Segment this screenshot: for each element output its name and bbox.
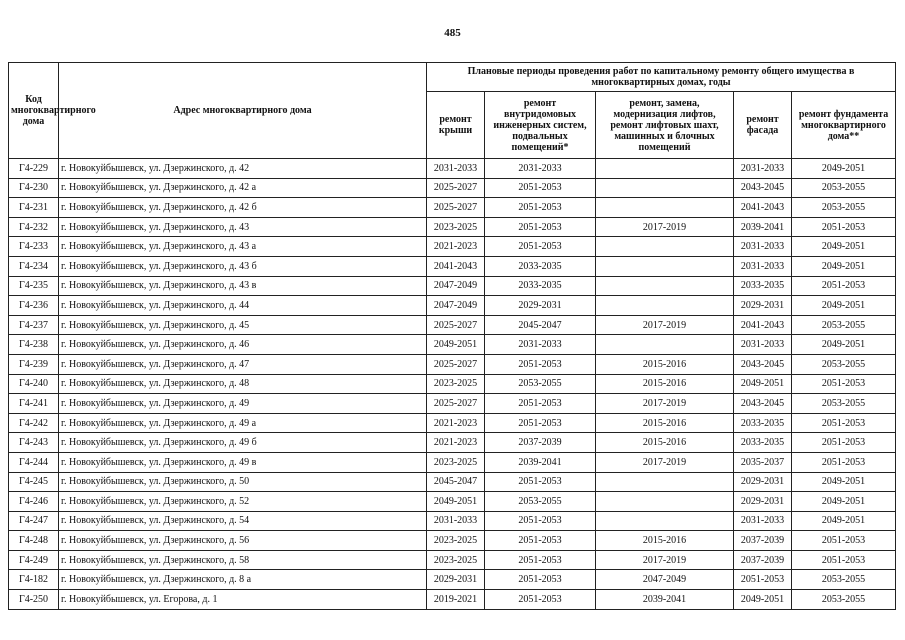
cell-systems: 2051-2053 — [485, 217, 596, 237]
table-row — [9, 374, 896, 394]
cell-elevators — [596, 296, 734, 316]
cell-systems: 2033-2035 — [485, 256, 596, 276]
cell-address: г. Новокуйбышевск, ул. Дзержинского, д. 43 а — [59, 237, 427, 257]
table-row — [9, 433, 896, 453]
cell-elevators — [596, 256, 734, 276]
cell-elevators: 2015-2016 — [596, 531, 734, 551]
cell-systems: 2053-2055 — [485, 492, 596, 512]
cell-address: г. Новокуйбышевск, ул. Дзержинского, д. 46 — [59, 335, 427, 355]
cell-systems: 2033-2035 — [485, 276, 596, 296]
cell-systems: 2051-2053 — [485, 198, 596, 218]
cell-systems: 2051-2053 — [485, 413, 596, 433]
cell-facade: 2049-2051 — [734, 590, 792, 610]
cell-elevators: 2047-2049 — [596, 570, 734, 590]
cell-code: Г4-236 — [9, 296, 59, 316]
cell-facade: 2037-2039 — [734, 550, 792, 570]
table-row — [9, 394, 896, 414]
table-row — [9, 198, 896, 218]
table-row — [9, 511, 896, 531]
cell-systems: 2053-2055 — [485, 374, 596, 394]
cell-code: Г4-250 — [9, 590, 59, 610]
cell-address: г. Новокуйбышевск, ул. Дзержинского, д. 42 б — [59, 198, 427, 218]
table-row — [9, 354, 896, 374]
cell-elevators — [596, 472, 734, 492]
cell-roof: 2045-2047 — [427, 472, 485, 492]
cell-address: г. Новокуйбышевск, ул. Егорова, д. 1 — [59, 590, 427, 610]
cell-foundation: 2053-2055 — [792, 198, 896, 218]
cell-foundation: 2051-2053 — [792, 276, 896, 296]
cell-roof: 2021-2023 — [427, 413, 485, 433]
cell-roof: 2025-2027 — [427, 394, 485, 414]
cell-address: г. Новокуйбышевск, ул. Дзержинского, д. 48 — [59, 374, 427, 394]
cell-address: г. Новокуйбышевск, ул. Дзержинского, д. 49 — [59, 394, 427, 414]
header-address: Адрес многоквартирного дома — [59, 63, 427, 159]
table-row — [9, 276, 896, 296]
cell-roof: 2025-2027 — [427, 178, 485, 198]
cell-elevators: 2039-2041 — [596, 590, 734, 610]
cell-facade: 2037-2039 — [734, 531, 792, 551]
cell-address: г. Новокуйбышевск, ул. Дзержинского, д. 58 — [59, 550, 427, 570]
cell-roof: 2021-2023 — [427, 237, 485, 257]
cell-facade: 2031-2033 — [734, 237, 792, 257]
cell-address: г. Новокуйбышевск, ул. Дзержинского, д. 42 а — [59, 178, 427, 198]
cell-code: Г4-237 — [9, 315, 59, 335]
cell-systems: 2051-2053 — [485, 531, 596, 551]
header-code: Код многоквартирного дома — [9, 63, 59, 159]
cell-elevators: 2015-2016 — [596, 413, 734, 433]
cell-facade: 2043-2045 — [734, 354, 792, 374]
table-row — [9, 178, 896, 198]
cell-facade: 2049-2051 — [734, 374, 792, 394]
cell-elevators — [596, 198, 734, 218]
cell-roof: 2023-2025 — [427, 550, 485, 570]
table-row — [9, 531, 896, 551]
cell-systems: 2051-2053 — [485, 511, 596, 531]
table-row — [9, 296, 896, 316]
cell-roof: 2041-2043 — [427, 256, 485, 276]
cell-code: Г4-246 — [9, 492, 59, 512]
cell-address: г. Новокуйбышевск, ул. Дзержинского, д. 50 — [59, 472, 427, 492]
cell-elevators — [596, 511, 734, 531]
cell-elevators — [596, 276, 734, 296]
cell-roof: 2031-2033 — [427, 511, 485, 531]
cell-code: Г4-242 — [9, 413, 59, 433]
cell-foundation: 2049-2051 — [792, 296, 896, 316]
cell-systems: 2029-2031 — [485, 296, 596, 316]
cell-foundation: 2053-2055 — [792, 590, 896, 610]
header-systems: ремонт внутридомовых инженерных систем, подвальных помещений* — [485, 92, 596, 159]
cell-facade: 2031-2033 — [734, 335, 792, 355]
cell-address: г. Новокуйбышевск, ул. Дзержинского, д. 49 а — [59, 413, 427, 433]
cell-roof: 2023-2025 — [427, 374, 485, 394]
cell-address: г. Новокуйбышевск, ул. Дзержинского, д. 54 — [59, 511, 427, 531]
table-row — [9, 590, 896, 610]
cell-address: г. Новокуйбышевск, ул. Дзержинского, д. 56 — [59, 531, 427, 551]
header-foundation: ремонт фундамента многоквартирного дома** — [792, 92, 896, 159]
cell-foundation: 2049-2051 — [792, 511, 896, 531]
cell-roof: 2049-2051 — [427, 492, 485, 512]
cell-roof: 2023-2025 — [427, 531, 485, 551]
cell-roof: 2023-2025 — [427, 217, 485, 237]
cell-roof: 2047-2049 — [427, 296, 485, 316]
cell-systems: 2051-2053 — [485, 178, 596, 198]
cell-elevators: 2017-2019 — [596, 394, 734, 414]
table-row — [9, 159, 896, 179]
table-row — [9, 335, 896, 355]
table-body — [9, 159, 896, 610]
table-row — [9, 217, 896, 237]
cell-elevators: 2017-2019 — [596, 315, 734, 335]
cell-facade: 2029-2031 — [734, 296, 792, 316]
capital-repair-table — [8, 62, 896, 610]
cell-roof: 2025-2027 — [427, 354, 485, 374]
cell-address: г. Новокуйбышевск, ул. Дзержинского, д. 47 — [59, 354, 427, 374]
cell-code: Г4-231 — [9, 198, 59, 218]
cell-code: Г4-230 — [9, 178, 59, 198]
cell-foundation: 2051-2053 — [792, 217, 896, 237]
cell-foundation: 2049-2051 — [792, 159, 896, 179]
cell-facade: 2041-2043 — [734, 198, 792, 218]
cell-foundation: 2051-2053 — [792, 531, 896, 551]
cell-address: г. Новокуйбышевск, ул. Дзержинского, д. 42 — [59, 159, 427, 179]
table-row — [9, 237, 896, 257]
cell-foundation: 2051-2053 — [792, 452, 896, 472]
cell-foundation: 2049-2051 — [792, 335, 896, 355]
cell-systems: 2051-2053 — [485, 354, 596, 374]
cell-elevators: 2015-2016 — [596, 433, 734, 453]
cell-elevators — [596, 492, 734, 512]
cell-address: г. Новокуйбышевск, ул. Дзержинского, д. 43 в — [59, 276, 427, 296]
cell-systems: 2051-2053 — [485, 550, 596, 570]
header-elevators: ремонт, замена, модернизация лифтов, ремонт лифтовых шахт, машинных и блочных помещений — [596, 92, 734, 159]
table-row — [9, 256, 896, 276]
cell-code: Г4-235 — [9, 276, 59, 296]
cell-roof: 2049-2051 — [427, 335, 485, 355]
cell-facade: 2031-2033 — [734, 159, 792, 179]
cell-code: Г4-233 — [9, 237, 59, 257]
cell-address: г. Новокуйбышевск, ул. Дзержинского, д. 44 — [59, 296, 427, 316]
cell-address: г. Новокуйбышевск, ул. Дзержинского, д. 43 — [59, 217, 427, 237]
cell-code: Г4-243 — [9, 433, 59, 453]
cell-elevators: 2017-2019 — [596, 217, 734, 237]
cell-foundation: 2051-2053 — [792, 413, 896, 433]
cell-facade: 2031-2033 — [734, 511, 792, 531]
cell-foundation: 2053-2055 — [792, 394, 896, 414]
cell-code: Г4-229 — [9, 159, 59, 179]
cell-code: Г4-248 — [9, 531, 59, 551]
cell-facade: 2041-2043 — [734, 315, 792, 335]
cell-roof: 2025-2027 — [427, 315, 485, 335]
cell-roof: 2047-2049 — [427, 276, 485, 296]
cell-elevators — [596, 335, 734, 355]
cell-address: г. Новокуйбышевск, ул. Дзержинского, д. 49 в — [59, 452, 427, 472]
cell-facade: 2029-2031 — [734, 472, 792, 492]
cell-foundation: 2051-2053 — [792, 433, 896, 453]
table-row — [9, 492, 896, 512]
cell-code: Г4-241 — [9, 394, 59, 414]
cell-code: Г4-240 — [9, 374, 59, 394]
cell-elevators — [596, 237, 734, 257]
cell-address: г. Новокуйбышевск, ул. Дзержинского, д. 43 б — [59, 256, 427, 276]
cell-foundation: 2049-2051 — [792, 256, 896, 276]
cell-address: г. Новокуйбышевск, ул. Дзержинского, д. 8 а — [59, 570, 427, 590]
cell-elevators — [596, 178, 734, 198]
table-row — [9, 452, 896, 472]
cell-roof: 2031-2033 — [427, 159, 485, 179]
cell-facade: 2035-2037 — [734, 452, 792, 472]
cell-code: Г4-234 — [9, 256, 59, 276]
cell-roof: 2023-2025 — [427, 452, 485, 472]
cell-foundation: 2049-2051 — [792, 492, 896, 512]
cell-systems: 2037-2039 — [485, 433, 596, 453]
cell-roof: 2029-2031 — [427, 570, 485, 590]
cell-foundation: 2053-2055 — [792, 315, 896, 335]
cell-code: Г4-249 — [9, 550, 59, 570]
cell-foundation: 2049-2051 — [792, 472, 896, 492]
cell-foundation: 2053-2055 — [792, 178, 896, 198]
cell-code: Г4-182 — [9, 570, 59, 590]
cell-facade: 2051-2053 — [734, 570, 792, 590]
header-facade: ремонт фасада — [734, 92, 792, 159]
cell-systems: 2051-2053 — [485, 237, 596, 257]
cell-foundation: 2051-2053 — [792, 374, 896, 394]
cell-elevators: 2015-2016 — [596, 354, 734, 374]
cell-systems: 2051-2053 — [485, 394, 596, 414]
header-roof: ремонт крыши — [427, 92, 485, 159]
cell-systems: 2031-2033 — [485, 159, 596, 179]
table-row — [9, 315, 896, 335]
cell-foundation: 2053-2055 — [792, 354, 896, 374]
table-row — [9, 472, 896, 492]
cell-facade: 2029-2031 — [734, 492, 792, 512]
cell-code: Г4-247 — [9, 511, 59, 531]
cell-elevators — [596, 159, 734, 179]
cell-address: г. Новокуйбышевск, ул. Дзержинского, д. 52 — [59, 492, 427, 512]
cell-systems: 2031-2033 — [485, 335, 596, 355]
cell-systems: 2051-2053 — [485, 570, 596, 590]
cell-code: Г4-239 — [9, 354, 59, 374]
cell-roof: 2021-2023 — [427, 433, 485, 453]
header-periods-group: Плановые периоды проведения работ по капитальному ремонту общего имущества в многоквартирных домах, годы — [427, 63, 896, 92]
cell-roof: 2025-2027 — [427, 198, 485, 218]
cell-facade: 2031-2033 — [734, 256, 792, 276]
cell-elevators: 2017-2019 — [596, 550, 734, 570]
cell-address: г. Новокуйбышевск, ул. Дзержинского, д. 45 — [59, 315, 427, 335]
table-row — [9, 413, 896, 433]
table-row — [9, 550, 896, 570]
cell-roof: 2019-2021 — [427, 590, 485, 610]
cell-facade: 2043-2045 — [734, 394, 792, 414]
cell-systems: 2051-2053 — [485, 590, 596, 610]
cell-code: Г4-238 — [9, 335, 59, 355]
cell-facade: 2033-2035 — [734, 413, 792, 433]
page-number: 485 — [444, 27, 461, 39]
cell-address: г. Новокуйбышевск, ул. Дзержинского, д. 49 б — [59, 433, 427, 453]
cell-systems: 2045-2047 — [485, 315, 596, 335]
cell-facade: 2033-2035 — [734, 433, 792, 453]
cell-elevators: 2017-2019 — [596, 452, 734, 472]
cell-foundation: 2053-2055 — [792, 570, 896, 590]
cell-systems: 2051-2053 — [485, 472, 596, 492]
cell-elevators: 2015-2016 — [596, 374, 734, 394]
cell-facade: 2033-2035 — [734, 276, 792, 296]
cell-foundation: 2051-2053 — [792, 550, 896, 570]
cell-foundation: 2049-2051 — [792, 237, 896, 257]
cell-facade: 2043-2045 — [734, 178, 792, 198]
cell-facade: 2039-2041 — [734, 217, 792, 237]
table-row — [9, 570, 896, 590]
cell-code: Г4-244 — [9, 452, 59, 472]
cell-code: Г4-232 — [9, 217, 59, 237]
cell-systems: 2039-2041 — [485, 452, 596, 472]
cell-code: Г4-245 — [9, 472, 59, 492]
